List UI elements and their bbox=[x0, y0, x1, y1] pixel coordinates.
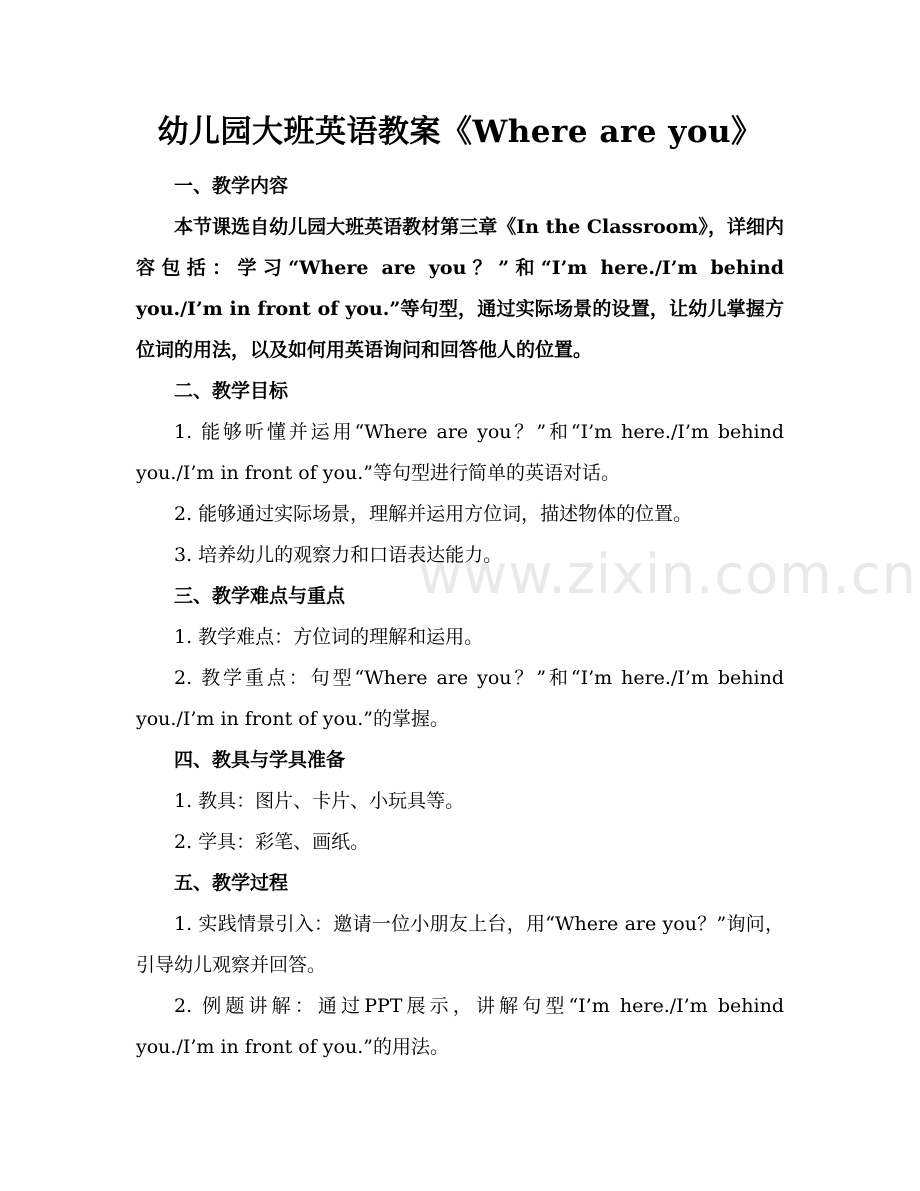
materials-item-2: 2. 学具：彩笔、画纸。 bbox=[174, 831, 370, 853]
document-title: 幼儿园大班英语教案《Where are you》 bbox=[157, 114, 763, 150]
key-point-item-1: 1. 教学难点：方位词的理解和运用。 bbox=[174, 626, 484, 648]
section-heading-objectives: 二、教学目标 bbox=[174, 380, 289, 402]
objective-item-1: 1. 能够听懂并运用“Where are you？”和“I’m here./I’m behind you./I’m in front of you.”等句型进行简单的英语对话。 bbox=[136, 421, 784, 484]
document-body bbox=[136, 166, 784, 1068]
content-paragraph: 本节课选自幼儿园大班英语教材第三章《In the Classroom》，详细内容包括：学习“Where are you？”和“I’m here./I’m behind you./I’m in front of you.”等句型，通过实际场景的设置，让幼儿掌握方位词的用法，以及如何用英语询问和回答他人的位置。 bbox=[136, 216, 784, 361]
section-heading-content: 一、教学内容 bbox=[174, 175, 289, 197]
objective-item-3: 3. 培养幼儿的观察力和口语表达能力。 bbox=[174, 544, 503, 566]
section-heading-materials: 四、教具与学具准备 bbox=[174, 749, 346, 771]
section-heading-key-points: 三、教学难点与重点 bbox=[174, 585, 346, 607]
process-item-1: 1. 实践情景引入：邀请一位小朋友上台，用“Where are you？”询问，引导幼儿观察并回答。 bbox=[136, 913, 784, 976]
process-item-2: 2. 例题讲解：通过PPT展示，讲解句型“I’m here./I’m behind you./I’m in front of you.”的用法。 bbox=[136, 995, 784, 1058]
section-heading-process: 五、教学过程 bbox=[174, 872, 289, 894]
objective-item-2: 2. 能够通过实际场景，理解并运用方位词，描述物体的位置。 bbox=[174, 503, 693, 525]
key-point-item-2: 2. 教学重点：句型“Where are you？”和“I’m here./I’m behind you./I’m in front of you.”的掌握。 bbox=[136, 667, 784, 730]
watermark: www.zixin.com.cn bbox=[418, 543, 917, 606]
materials-item-1: 1. 教具：图片、卡片、小玩具等。 bbox=[174, 790, 465, 812]
